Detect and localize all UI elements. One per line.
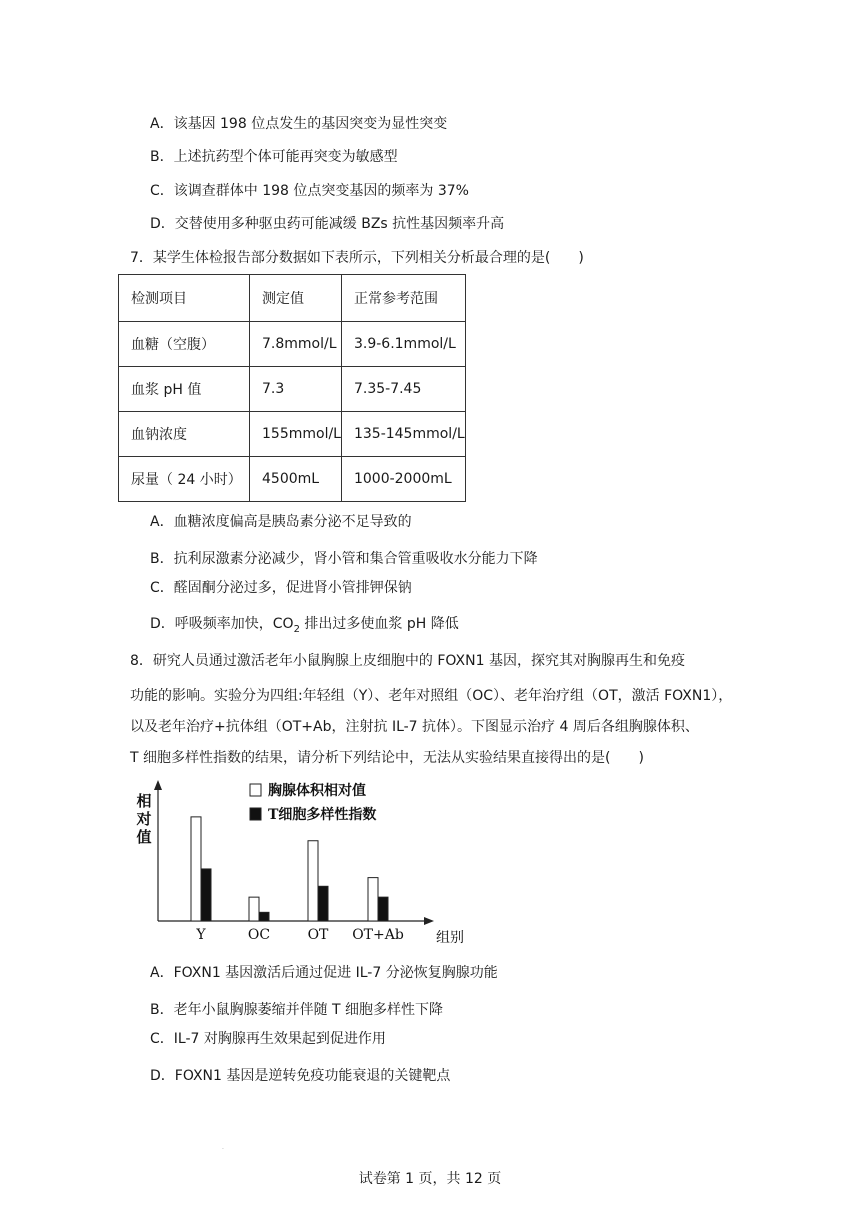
bar-thymus-volume xyxy=(249,897,259,921)
q7-option-d-prefix: D．呼吸频率加快，CO xyxy=(150,616,294,632)
x-tick-label: Y xyxy=(196,927,206,943)
bar-thymus-volume xyxy=(191,817,201,921)
q8-stem-line-3: 以及老年治疗+抗体组（OT+Ab，注射抗 IL-7 抗体）。下图显示治疗 4 周后各组胸腺体积、 xyxy=(130,719,699,735)
q6-option-c: C．该调查群体中 198 位点突变基因的频率为 37% xyxy=(150,183,469,199)
stray-mark: · xyxy=(222,1146,224,1153)
table-row xyxy=(119,367,466,412)
co2-subscript: 2 xyxy=(293,623,300,635)
q7-option-b: B．抗利尿激素分泌减少，肾小管和集合管重吸收水分能力下降 xyxy=(150,551,538,567)
table-cell: 7.35-7.45 xyxy=(341,367,465,412)
table-header-cell: 正常参考范围 xyxy=(341,275,465,322)
x-axis-label: 组别 xyxy=(436,930,464,946)
table-cell: 尿量（ 24 小时） xyxy=(119,457,250,502)
q8-option-b: B．老年小鼠胸腺萎缩并伴随 T 细胞多样性下降 xyxy=(150,1002,444,1018)
table-cell: 7.3 xyxy=(250,367,342,412)
table-cell: 3.9-6.1mmol/L xyxy=(341,322,465,367)
table-cell: 155mmol/L xyxy=(250,412,342,457)
y-axis-label: 相对值 xyxy=(136,792,152,846)
x-tick-label: OT xyxy=(307,927,329,943)
q6-option-a: A．该基因 198 位点发生的基因突变为显性突变 xyxy=(150,116,448,132)
table-cell: 血糖（空腹） xyxy=(119,322,250,367)
q7-option-a: A．血糖浓度偏高是胰岛素分泌不足导致的 xyxy=(150,514,412,530)
chart-bars xyxy=(191,817,388,921)
q8-option-d: D．FOXN1 基因是逆转免疫功能衰退的关键靶点 xyxy=(150,1068,451,1084)
bar-t-cell-diversity xyxy=(201,869,211,921)
q8-stem-line-4: T 细胞多样性指数的结果，请分析下列结论中，无法从实验结果直接得出的是( ) xyxy=(130,750,644,766)
bar-t-cell-diversity xyxy=(318,886,328,921)
table-cell: 1000-2000mL xyxy=(341,457,465,502)
q8-stem-line-1: 8．研究人员通过激活老年小鼠胸腺上皮细胞中的 FOXN1 基因，探究其对胸腺再生和免疫 xyxy=(130,653,685,669)
legend-swatch xyxy=(250,808,261,820)
bar-thymus-volume xyxy=(368,878,378,921)
page-footer: 试卷第 1 页，共 12 页 xyxy=(358,1171,502,1187)
q7-option-d-suffix: 排出过多使血浆 pH 降低 xyxy=(299,616,459,632)
thymus-bar-chart xyxy=(118,772,464,952)
chart-legend xyxy=(250,782,376,823)
x-tick-label: OC xyxy=(247,927,271,943)
q7-stem: 7．某学生体检报告部分数据如下表所示，下列相关分析最合理的是( ) xyxy=(130,250,584,266)
q8-stem-line-2: 功能的影响。实验分为四组:年轻组（Y）、老年对照组（OC）、老年治疗组（OT，激活 FOXN1）， xyxy=(130,688,733,704)
q7-option-c: C．醛固酮分泌过多，促进肾小管排钾保钠 xyxy=(150,580,412,596)
x-tick-label: OT+Ab xyxy=(352,927,404,943)
table-row xyxy=(119,457,466,502)
bar-t-cell-diversity xyxy=(259,912,269,921)
q8-option-c: C．IL-7 对胸腺再生效果起到促进作用 xyxy=(150,1031,386,1047)
y-axis-arrow xyxy=(154,780,162,790)
x-axis-arrow xyxy=(424,917,434,925)
table-header-cell: 检测项目 xyxy=(119,275,250,322)
table-row xyxy=(119,322,466,367)
q7-option-d xyxy=(150,614,459,640)
q8-option-a: A．FOXN1 基因激活后通过促进 IL-7 分泌恢复胸腺功能 xyxy=(150,965,498,981)
bar-t-cell-diversity xyxy=(378,897,388,921)
q6-option-d: D．交替使用多种驱虫药可能减缓 BZs 抗性基因频率升高 xyxy=(150,216,505,232)
table-cell: 血浆 pH 值 xyxy=(119,367,250,412)
table-cell: 135-145mmol/L xyxy=(341,412,465,457)
table-row xyxy=(119,412,466,457)
table-cell: 4500mL xyxy=(250,457,342,502)
bar-thymus-volume xyxy=(308,841,318,921)
legend-swatch xyxy=(250,784,261,796)
table-header-row xyxy=(119,275,466,322)
checkup-table xyxy=(118,274,466,502)
legend-entry: T细胞多样性指数 xyxy=(268,807,377,823)
table-cell: 血钠浓度 xyxy=(119,412,250,457)
legend-entry: 胸腺体积相对值 xyxy=(268,783,366,799)
table-cell: 7.8mmol/L xyxy=(250,322,342,367)
table-header-cell: 测定值 xyxy=(250,275,342,322)
q6-option-b: B．上述抗药型个体可能再突变为敏感型 xyxy=(150,149,398,165)
